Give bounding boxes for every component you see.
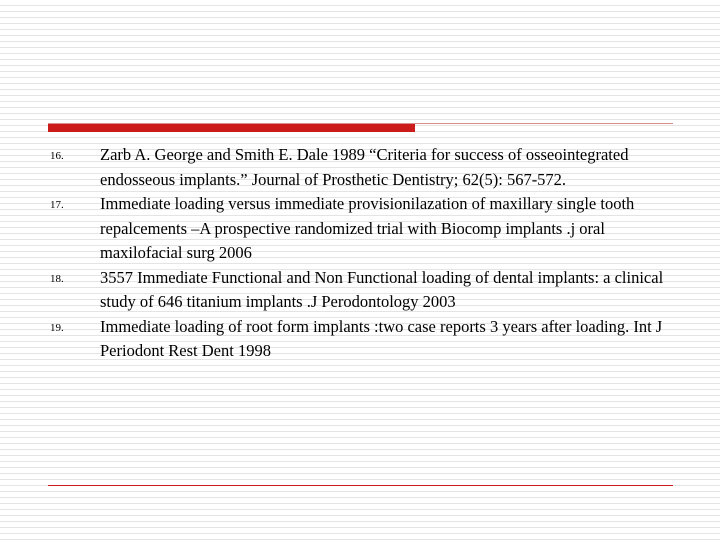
reference-item	[0, 315, 720, 364]
reference-item	[0, 192, 720, 266]
reference-text: Immediate loading versus immediate provisionilazation of maxillary single tooth repalcements –A prospective randomized trial with Biocomp implants .j oral maxilofacial surg 2006	[100, 194, 635, 262]
reference-number: 19.	[50, 321, 64, 334]
bottom-rule	[48, 485, 673, 486]
reference-text: Zarb A. George and Smith E. Dale 1989 “Criteria for success of osseointegrated endosseous implants.” Journal of Prosthetic Dentistry; 62(5): 567-572.	[100, 145, 629, 189]
accent-bar	[48, 124, 415, 132]
reference-number: 17.	[50, 199, 64, 211]
reference-item	[0, 143, 720, 192]
reference-text: Immediate loading of root form implants :two case reports 3 years after loading. Int J Periodont Rest Dent 1998	[100, 316, 663, 360]
reference-item	[0, 266, 720, 315]
reference-text: 3557 Immediate Functional and Non Functional loading of dental implants: a clinical study of 646 titanium implants .J Perodontology 2003	[100, 267, 664, 311]
reference-number: 16.	[50, 150, 64, 162]
reference-list	[0, 143, 720, 364]
reference-number: 18.	[50, 272, 64, 285]
